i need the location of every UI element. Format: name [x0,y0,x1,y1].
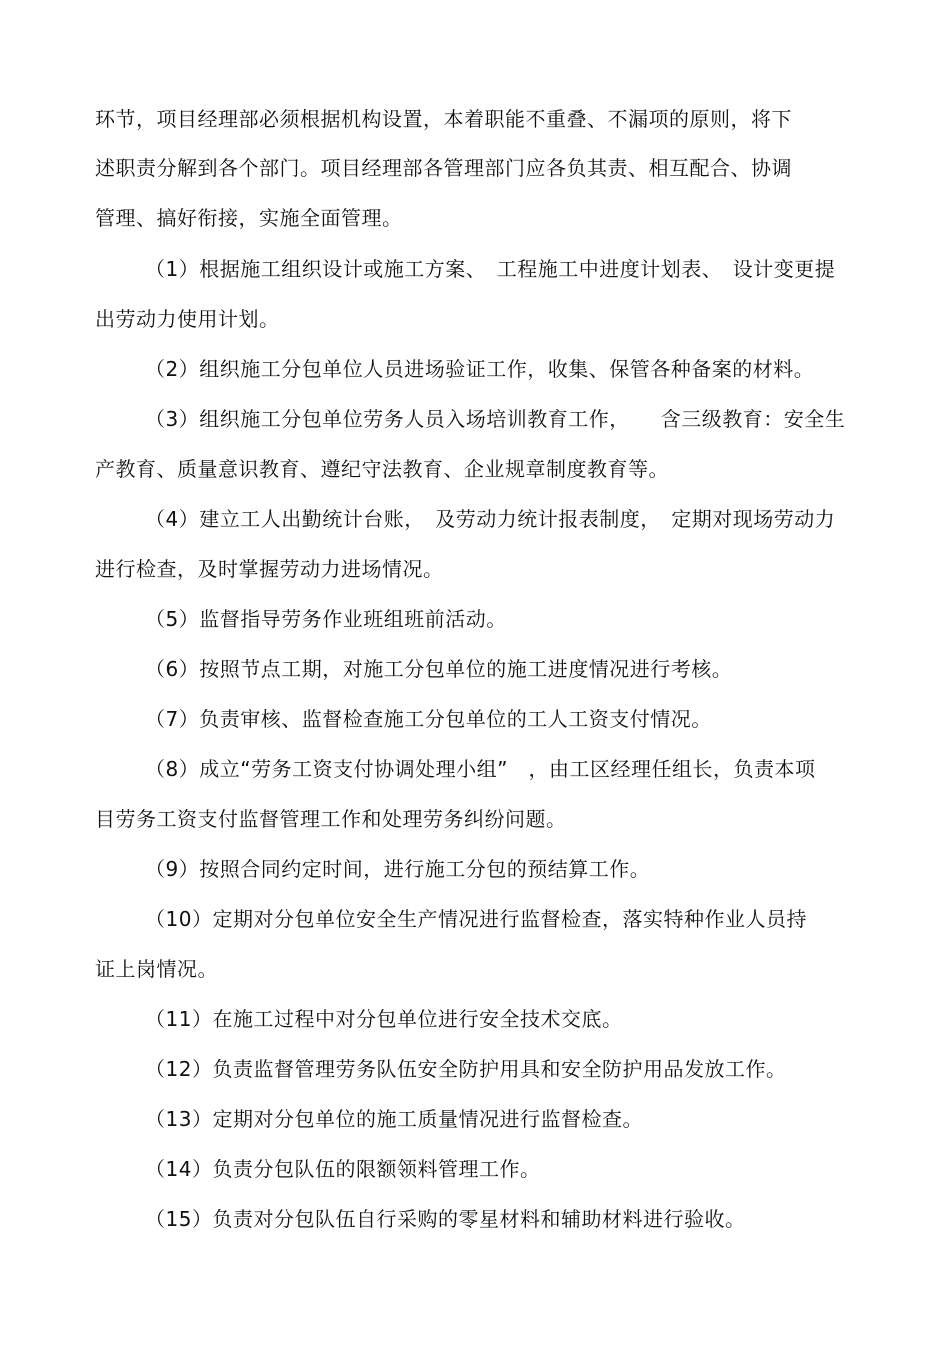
intro-line-1: 环节，项目经理部必须根据机构设置，本着职能不重叠、不漏项的原则，将下 [95,107,792,131]
item-1-line-1: （1）根据施工组织设计或施工方案、 工程施工中进度计划表、 设计变更提 [145,257,836,281]
item-8-line-1: （8）成立“劳务工资支付协调处理小组” ，由工区经理任组长，负责本项 [145,757,816,781]
item-10-line-2: 证上岗情况。 [95,957,218,981]
item-2-line-1: （2）组织施工分包单位人员进场验证工作，收集、保管各种备案的材料。 [145,357,815,381]
item-13-line-1: （13）定期对分包单位的施工质量情况进行监督检查。 [145,1107,643,1131]
item-14-line-1: （14）负责分包队伍的限额领料管理工作。 [145,1157,541,1181]
item-9-line-1: （9）按照合同约定时间，进行施工分包的预结算工作。 [145,857,651,881]
item-4-line-1: （4）建立工人出勤统计台账， 及劳动力统计报表制度， 定期对现场劳动力 [145,507,836,531]
intro-line-2: 述职责分解到各个部门。项目经理部各管理部门应各负其责、相互配合、协调 [95,156,792,180]
item-4-line-2: 进行检查，及时掌握劳动力进场情况。 [95,557,444,581]
item-8-line-2: 目劳务工资支付监督管理工作和处理劳务纠纷问题。 [95,807,567,831]
item-3-line-2: 产教育、质量意识教育、遵纪守法教育、企业规章制度教育等。 [95,457,669,481]
item-6-line-1: （6）按照节点工期，对施工分包单位的施工进度情况进行考核。 [145,657,733,681]
item-3-line-1: （3）组织施工分包单位劳务人员入场培训教育工作， 含三级教育：安全生 [145,407,846,431]
item-15-line-1: （15）负责对分包队伍自行采购的零星材料和辅助材料进行验收。 [145,1207,746,1231]
item-1-line-2: 出劳动力使用计划。 [95,307,280,331]
item-12-line-1: （12）负责监督管理劳务队伍安全防护用具和安全防护用品发放工作。 [145,1057,787,1081]
item-10-line-1: （10）定期对分包单位安全生产情况进行监督检查，落实特种作业人员持 [145,907,807,931]
item-5-line-1: （5）监督指导劳务作业班组班前活动。 [145,607,507,631]
intro-line-3: 管理、搞好衔接，实施全面管理。 [95,206,403,230]
item-11-line-1: （11）在施工过程中对分包单位进行安全技术交底。 [145,1007,623,1031]
item-7-line-1: （7）负责审核、监督检查施工分包单位的工人工资支付情况。 [145,707,712,731]
